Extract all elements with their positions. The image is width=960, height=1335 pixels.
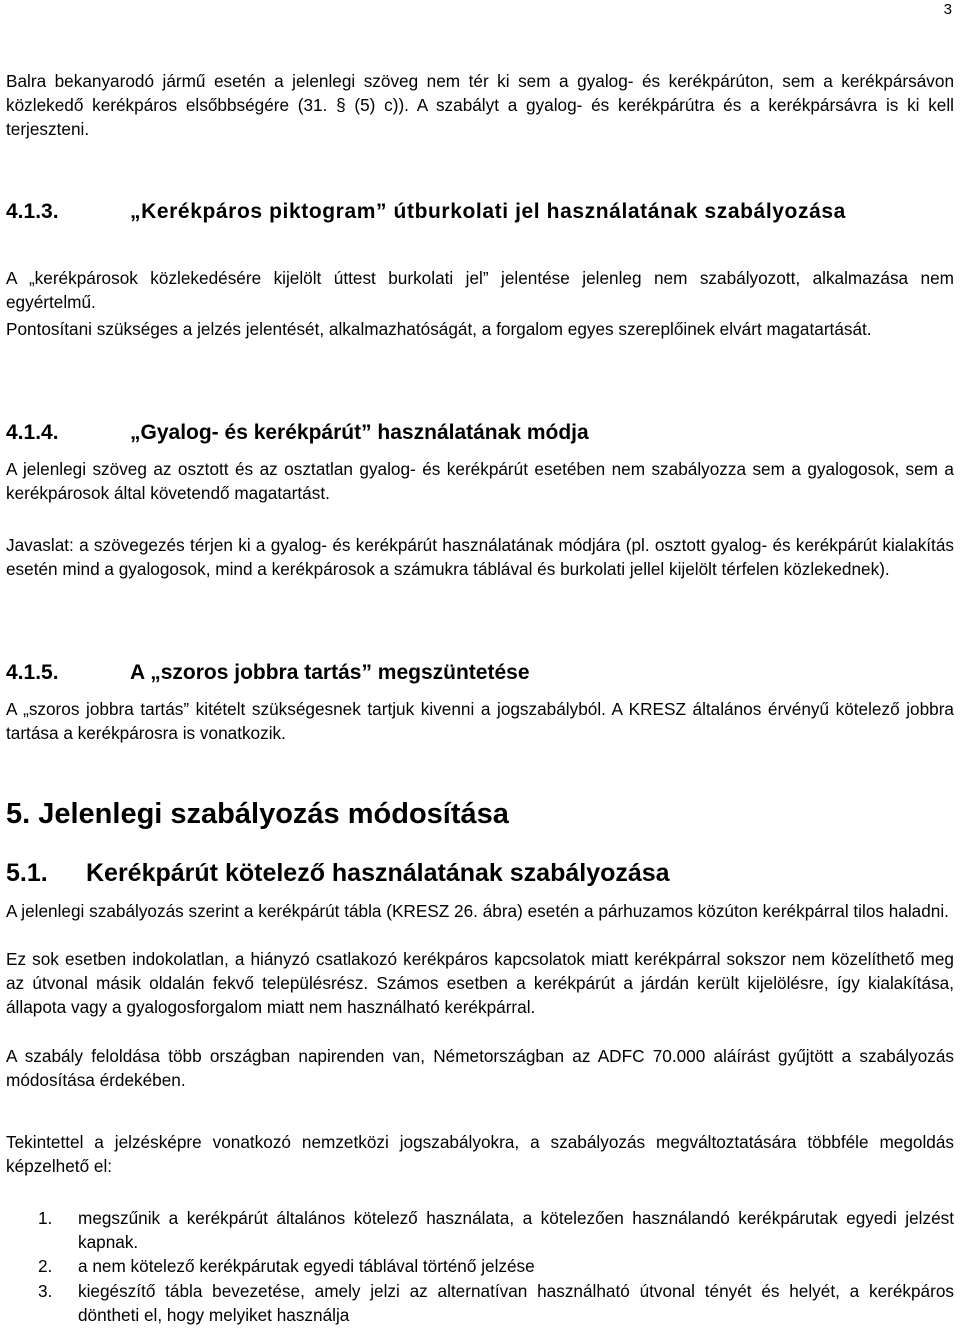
section-number-414: 4.1.4. xyxy=(6,421,59,444)
section-number-51: 5.1. xyxy=(6,859,48,887)
intro-paragraph: Balra bekanyarodó jármű esetén a jelenlegi szöveg nem tér ki sem a gyalog- és kerékpárúton, sem a kerékpársávon közlekedő kerékpáros elsőbbségére (31. § (5) c)). A szabályt a gyalog- és kerékpárútra és a kerékpársávra is ki kell terjeszteni. xyxy=(6,71,954,140)
section-51-paragraph-1: A jelenlegi szabályozás szerint a kerékpárút tábla (KRESZ 26. ábra) esetén a párhuzamos közúton kerékpárral tilos haladni. xyxy=(6,901,949,921)
section-51-paragraph-3: A szabály feloldása több országban napirenden van, Németországban az ADFC 70.000 aláírást gyűjtött a szabályozás módosítása érdekében. xyxy=(6,1046,954,1091)
list-item-marker: 1. xyxy=(38,1208,53,1228)
list-item-text: kiegészítő tábla bevezetése, amely jelzi az alternatívan használható útvonal tényét és helyét, a kerékpáros döntheti el, hogy melyiket használja xyxy=(78,1280,954,1325)
section-413-paragraph-2: Pontosítani szükséges a jelzés jelentését, alkalmazhatóságát, a forgalom egyes szereplőinek elvárt magatartását. xyxy=(6,319,872,339)
section-title-414: „Gyalog- és kerékpárút” használatának módja xyxy=(130,421,589,444)
section-414-paragraph-2: Javaslat: a szövegezés térjen ki a gyalog- és kerékpárút használatának módjára (pl. osztott gyalog- és kerékpárút kialakítás esetén mind a gyalogosok, mind a kerékpárosok a számukra táblával és burkolati jellel kijelölt térfelen közlekednek). xyxy=(6,535,954,580)
section-title-415: A „szoros jobbra tartás” megszüntetése xyxy=(130,661,530,684)
list-item-marker: 2. xyxy=(38,1256,53,1277)
section-number-415: 4.1.5. xyxy=(6,661,59,684)
list-item xyxy=(6,1254,954,1278)
page-number: 3 xyxy=(943,1,952,18)
section-51-paragraph-4: Tekintettel a jelzésképre vonatkozó nemzetközi jogszabályokra, a szabályozás megváltoztatására többféle megoldás képzelhető el: xyxy=(6,1132,954,1177)
section-heading-51 xyxy=(6,857,670,889)
section-heading-415 xyxy=(6,658,954,687)
section-415-paragraph-1: A „szoros jobbra tartás” kitételt szükségesnek tartjuk kivenni a jogszabályból. A KRESZ általános érvényű kötelező jobbra tartása a kerékpárosra is vonatkozik. xyxy=(6,699,954,744)
list-item xyxy=(6,1279,954,1327)
list-item-text: a nem kötelező kerékpárutak egyedi táblával történő jelzése xyxy=(78,1256,535,1277)
chapter-heading-5: 5. Jelenlegi szabályozás módosítása xyxy=(6,798,509,830)
section-heading-414 xyxy=(6,418,954,447)
section-heading-413 xyxy=(6,197,954,226)
list-item-text: megszűnik a kerékpárút általános kötelező használata, a kötelezően használandó kerékpárutak egyedi jelzést kapnak. xyxy=(78,1208,954,1253)
section-title-51: Kerékpárút kötelező használatának szabályozása xyxy=(86,859,670,887)
list-item-marker: 3. xyxy=(38,1280,53,1301)
list-item xyxy=(6,1206,954,1254)
section-number-413: 4.1.3. xyxy=(6,200,59,223)
options-list xyxy=(6,1206,954,1327)
section-414-paragraph-1: A jelenlegi szöveg az osztott és az osztatlan gyalog- és kerékpárút esetében nem szabályozza sem a gyalogosok, sem a kerékpárosok által követendő magatartást. xyxy=(6,459,954,504)
section-51-paragraph-2: Ez sok esetben indokolatlan, a hiányzó csatlakozó kerékpáros kapcsolatok miatt kerékpárral sokszor nem közelíthető meg az útvonal másik oldalán fekvő településrész. Számos esetben a kerékpárút a járdán került kijelölésre, így kialakítása, állapota vagy a gyalogosforgalom miatt nem használható kerékpárral. xyxy=(6,949,954,1018)
section-title-413 xyxy=(130,197,954,226)
section-title-413-text: „Kerékpáros piktogram” útburkolati jel használatának szabályozása xyxy=(130,200,846,223)
section-413-paragraph-1: A „kerékpárosok közlekedésére kijelölt úttest burkolati jel” jelentése jelenleg nem szabályozott, alkalmazása nem egyértelmű. xyxy=(6,268,954,313)
